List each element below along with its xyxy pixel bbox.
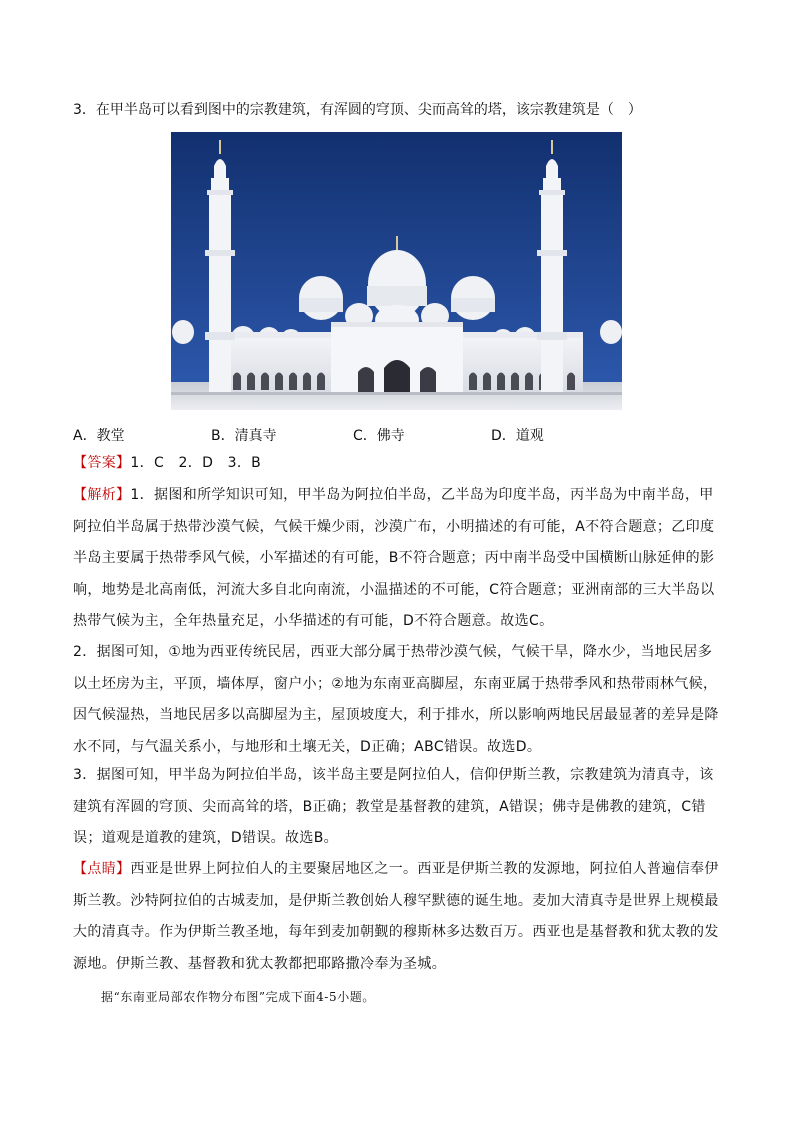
analysis-tag: 【解析】: [73, 487, 131, 503]
option-b: B．清真寺: [211, 428, 277, 444]
tip-tag: 【点睛】: [73, 861, 131, 877]
analysis-block-1: [73, 480, 724, 638]
option-d: D．道观: [491, 428, 544, 444]
option-c: C．佛寺: [353, 428, 405, 444]
analysis-paragraph-3: 3．据图可知，甲半岛为阿拉伯半岛，该半岛主要是阿拉伯人，信仰伊斯兰教，宗教建筑为清真寺，该建筑有浑圆的穹顶、尖而高耸的塔，B正确；教堂是基督教的建筑，A错误；佛寺是佛教的建筑，C错误；道观是道教的建筑，D错误。故选B。: [73, 767, 714, 846]
mosque-photo: [171, 132, 622, 410]
analysis-paragraph-1: 1．据图和所学知识可知，甲半岛为阿拉伯半岛，乙半岛为印度半岛，丙半岛为中南半岛，甲阿拉伯半岛属于热带沙漠气候，气候干燥少雨，沙漠广布，小明描述的有可能，A不符合题意；乙印度半岛主要属于热带季风气候，小军描述的有可能，B不符合题意；丙中南半岛受中国横断山脉延伸的影响，地势是北高南低，河流大多自北向南流，小温描述的不可能，C符合题意；亚洲南部的三大半岛以热带气候为主，全年热量充足，小华描述的有可能，D不符合题意。故选C。: [73, 487, 715, 629]
next-questions-intro: 据“东南亚局部农作物分布图”完成下面4-5小题。: [101, 990, 375, 1004]
analysis-paragraph-2: 2．据图可知，①地为西亚传统民居，西亚大部分属于热带沙漠气候，气候干旱，降水少，当地民居多以土坯房为主，平顶，墙体厚，窗户小；②地为东南亚高脚屋，东南亚属于热带季风和热带雨林气候，因气候湿热，当地民居多以高脚屋为主，屋顶坡度大，利于排水，所以影响两地民居最显著的差异是降水不同，与气温关系小，与地形和土壤无关，D正确；ABC错误。故选D。: [73, 644, 719, 755]
tip-block: [73, 854, 724, 980]
answer-block: [73, 448, 724, 480]
question-3-options: [73, 425, 673, 443]
answer-tag: 【答案】: [73, 455, 131, 471]
question-3-stem: 3．在甲半岛可以看到图中的宗教建筑，有浑圆的穹顶、尖而高耸的塔，该宗教建筑是（ ）: [73, 102, 642, 118]
option-a: A．教堂: [73, 428, 125, 444]
answer-text: 1．C 2．D 3．B: [130, 455, 262, 471]
tip-text: 西亚是世界上阿拉伯人的主要聚居地区之一。西亚是伊斯兰教的发源地，阿拉伯人普遍信奉伊斯兰教。沙特阿拉伯的古城麦加，是伊斯兰教创始人穆罕默德的诞生地。麦加大清真寺是世界上规模最大的清真寺。作为伊斯兰教圣地，每年到麦加朝觐的穆斯林多达数百万。西亚也是基督教和犹太教的发源地。伊斯兰教、基督教和犹太教都把耶路撒冷奉为圣城。: [73, 861, 719, 972]
